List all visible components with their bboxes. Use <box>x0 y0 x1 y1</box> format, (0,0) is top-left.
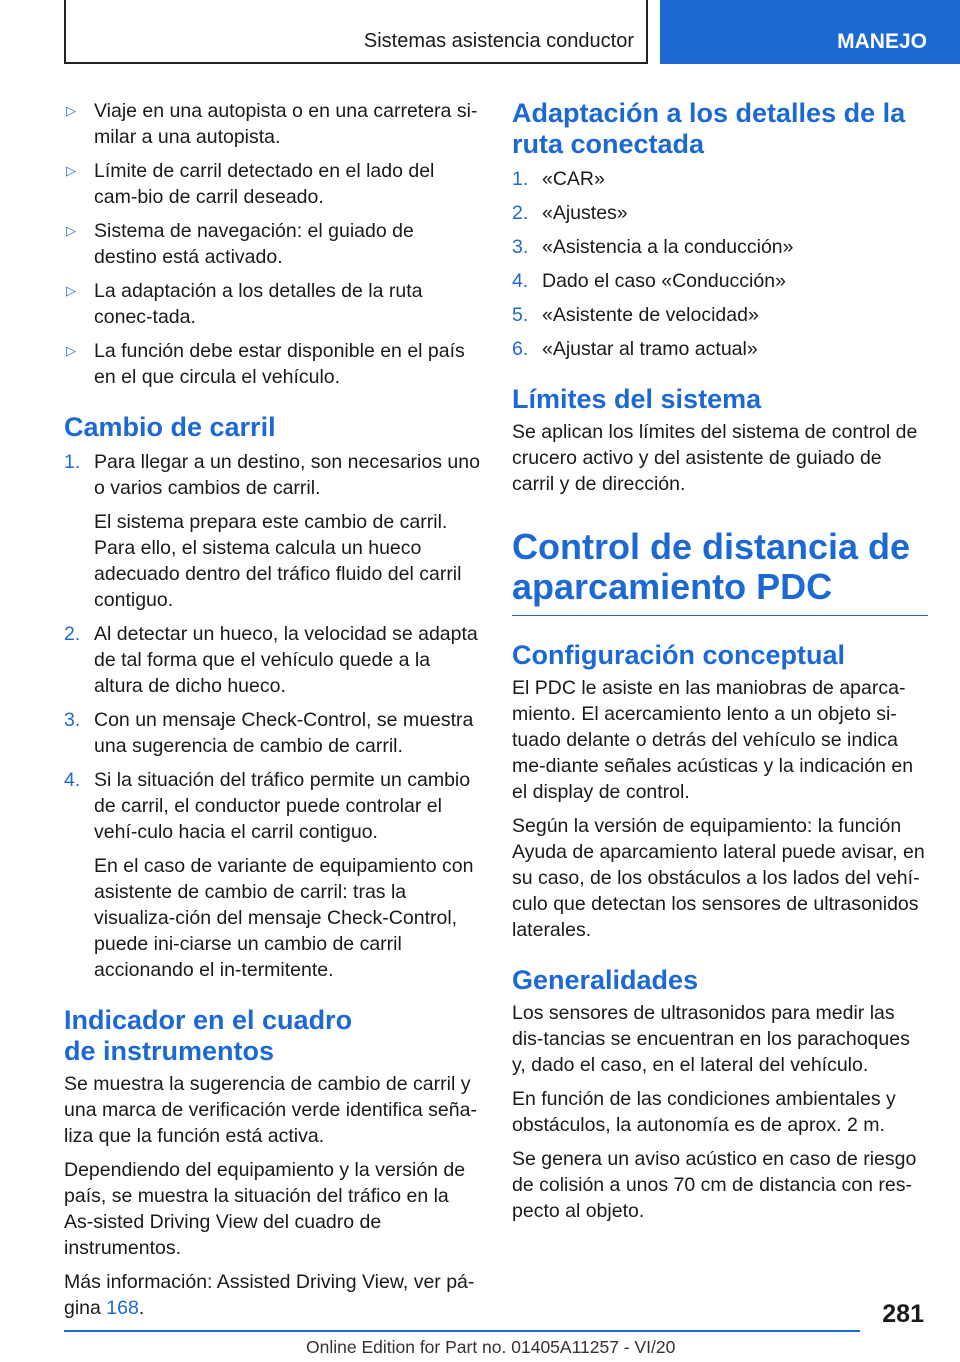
footer-divider <box>64 1330 860 1332</box>
list-item: ▷ La adaptación a los detalles de la ruta conec-tada. <box>66 280 423 328</box>
paragraph: Se aplican los límites del sistema de control de crucero activo y del asistente de guiado de carril y de dirección. <box>512 421 918 495</box>
paragraph: Se genera un aviso acústico en caso de riesgo de colisión a unos 70 cm de distancia con res-pecto al objeto. <box>512 1148 917 1222</box>
section-tab <box>660 0 960 64</box>
edition-note: Online Edition for Part no. 01405A11257 - VI/20 <box>306 1337 676 1357</box>
list-item: 2. «Ajustes» <box>512 202 628 224</box>
section-title: MANEJO <box>837 30 927 53</box>
lane-change-heading: Cambio de carril <box>64 412 276 442</box>
list-item: ▷ La función debe estar disponible en el país en el que circula el vehículo. <box>66 340 465 388</box>
list-item: 6. «Ajustar al tramo actual» <box>512 338 758 360</box>
triangle-bullet-icon: ▷ <box>66 163 76 178</box>
chapter-tab <box>64 0 648 64</box>
page-number: 281 <box>882 1300 924 1328</box>
paragraph: Más información: Assisted Driving View, ver pá-gina 168. <box>64 1271 475 1319</box>
paragraph: El PDC le asiste en las maniobras de aparca-miento. El acercamiento lento a un objeto si-tuado delante o detrás del vehículo se indica me-diante señales acústicas y la indicación en el display de control. <box>512 677 914 803</box>
triangle-bullet-icon: ▷ <box>66 223 76 238</box>
indicator-heading: Indicador en el cuadro de instrumentos <box>64 1005 353 1066</box>
list-item: 5. «Asistente de velocidad» <box>512 304 759 326</box>
paragraph: Dependiendo del equipamiento y la versión de país, se muestra la situación del tráfico en la As-sisted Driving View del cuadro de instrumentos. <box>64 1159 466 1259</box>
page-header <box>0 0 960 66</box>
general-heading: Generalidades <box>512 965 699 995</box>
list-item: ▷ Límite de carril detectado en el lado del cam-bio de carril deseado. <box>66 160 435 208</box>
paragraph: Según la versión de equipamiento: la función Ayuda de aparcamiento lateral puede avisar, en su caso, de los obstáculos a los lados del vehí-culo que detectan los sensores de ultrasonidos laterales. <box>512 815 925 941</box>
adapt-heading: Adaptación a los detalles de la ruta conectada <box>512 98 906 159</box>
paragraph: Los sensores de ultrasonidos para medir las dis-tancias se encuentran en los parachoques y, dado el caso, en el lateral del vehículo. <box>512 1002 910 1076</box>
list-item: 1. «CAR» <box>512 168 605 190</box>
paragraph: En función de las condiciones ambientales y obstáculos, la autonomía es de aprox. 2 m. <box>512 1088 896 1136</box>
step-detail: El sistema prepara este cambio de carril. Para ello, el sistema calcula un hueco adecuado dentro del tráfico fluido del carril contiguo. <box>94 511 462 611</box>
list-item: 2. Al detectar un hueco, la velocidad se adapta de tal forma que el vehículo quede a la altura de dicho hueco. <box>64 623 478 697</box>
pdc-title: Control de distancia de aparcamiento PDC <box>512 527 928 616</box>
left-column <box>64 98 482 1329</box>
step-detail: En el caso de variante de equipamiento con asistente de cambio de carril: tras la visualiza-ción del mensaje Check-Control, puede ini-ciarse un cambio de carril accionando el in-termitente. <box>94 855 474 981</box>
triangle-bullet-icon: ▷ <box>66 343 76 358</box>
list-item: ▷ Sistema de navegación: el guiado de destino está activado. <box>66 220 414 268</box>
right-column <box>512 98 928 1232</box>
page-link[interactable]: 168 <box>106 1297 139 1319</box>
requirements-list <box>64 98 482 390</box>
concept-heading: Configuración conceptual <box>512 640 846 670</box>
list-item: 3. Con un mensaje Check-Control, se muestra una sugerencia de cambio de carril. <box>64 709 474 757</box>
paragraph: Se muestra la sugerencia de cambio de carril y una marca de verificación verde identifica seña-liza que la función está activa. <box>64 1073 477 1147</box>
list-item: 4. Si la situación del tráfico permite un cambio de carril, el conductor puede controlar el vehí-culo hacia el carril contiguo. <box>64 769 471 843</box>
list-item: 3. «Asistencia a la conducción» <box>512 236 794 258</box>
triangle-bullet-icon: ▷ <box>66 283 76 298</box>
chapter-title: Sistemas asistencia conductor <box>363 30 634 52</box>
list-item: 4. Dado el caso «Conducción» <box>512 270 786 292</box>
triangle-bullet-icon: ▷ <box>66 103 76 118</box>
list-item: ▷ Viaje en una autopista o en una carretera si-milar a una autopista. <box>66 100 478 148</box>
list-item: 1. Para llegar a un destino, son necesarios uno o varios cambios de carril. <box>64 451 480 499</box>
limits-heading: Límites del sistema <box>512 384 762 414</box>
